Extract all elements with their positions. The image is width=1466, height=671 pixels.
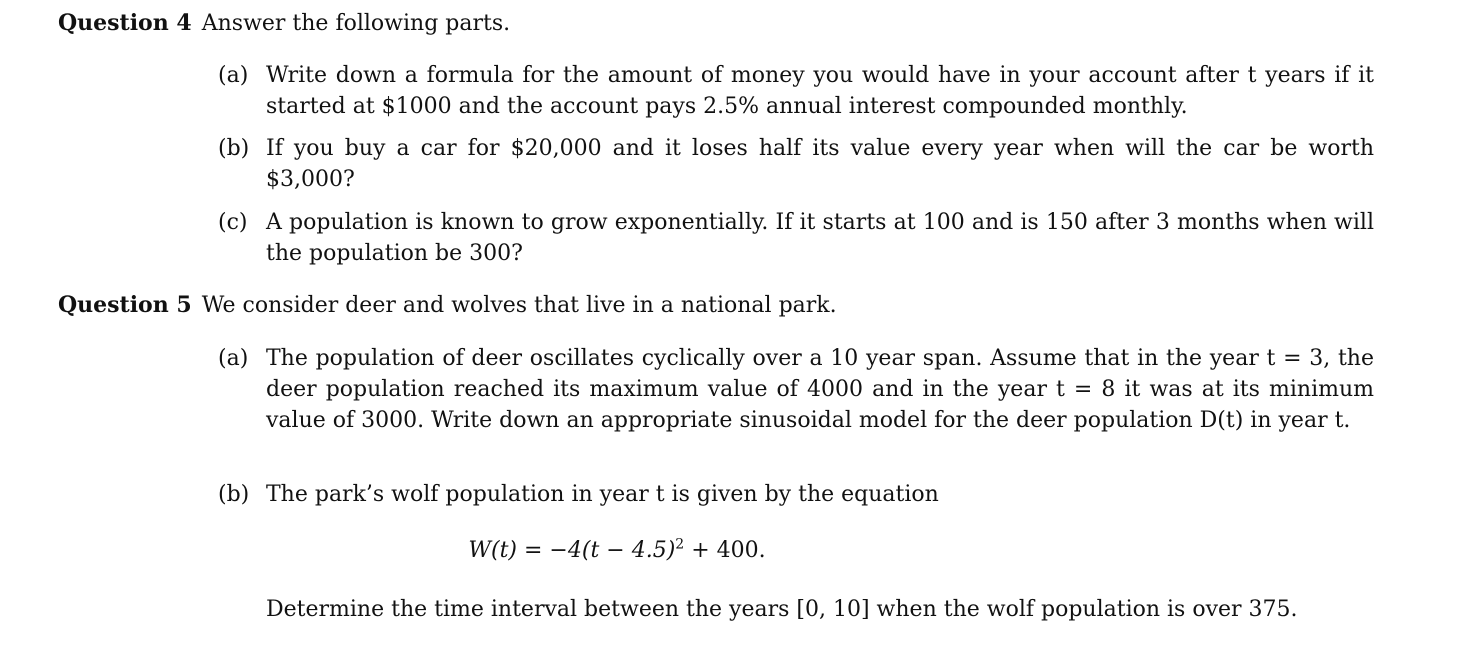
- equation-lhs: W(t) = −4(t − 4.5): [468, 538, 676, 563]
- question-5-part-a: [218, 343, 1374, 436]
- question-4-prompt: Answer the following parts.: [201, 11, 511, 36]
- question-label: Question 4: [58, 10, 192, 36]
- question-4-heading: [58, 9, 510, 38]
- question-5-part-b: [218, 479, 1374, 510]
- part-text: The population of deer oscillates cyclically over a 10 year span. Assume that in the year t = 3, the deer population reached its maximum value of 4000 and in the year t = 8 it was at its minimum value of 3000. Write down an appropriate sinusoidal model for the deer population D(t) in year t.: [266, 346, 1374, 433]
- part-text: A population is known to grow exponentially. If it starts at 100 and is 150 after 3 months when will the population be 300?: [266, 210, 1374, 266]
- part-label: (a): [218, 63, 249, 88]
- part-label: (c): [218, 210, 248, 235]
- part-label: (b): [218, 482, 250, 507]
- question-label: Question 5: [58, 292, 192, 318]
- equation-exponent: 2: [675, 536, 685, 553]
- part-text: Determine the time interval between the years [0, 10] when the wolf population is over 375.: [266, 597, 1298, 622]
- question-4-part-b: [218, 133, 1374, 195]
- equation-rhs: + 400.: [684, 538, 766, 563]
- question-5-prompt: We consider deer and wolves that live in a national park.: [201, 293, 837, 318]
- question-5-heading: [58, 291, 837, 320]
- question-5-part-b-followup: [218, 594, 1374, 625]
- question-4-part-c: [218, 207, 1374, 269]
- part-label: (b): [218, 136, 250, 161]
- part-text: If you buy a car for $20,000 and it loses half its value every year when will the car be worth $3,000?: [266, 136, 1374, 192]
- wolf-population-equation: [0, 536, 1234, 566]
- part-text: The park’s wolf population in year t is given by the equation: [266, 482, 939, 507]
- question-4-part-a: [218, 60, 1374, 122]
- part-text: Write down a formula for the amount of money you would have in your account after t years if it started at $1000 and the account pays 2.5% annual interest compounded monthly.: [266, 63, 1374, 119]
- part-label: (a): [218, 346, 249, 371]
